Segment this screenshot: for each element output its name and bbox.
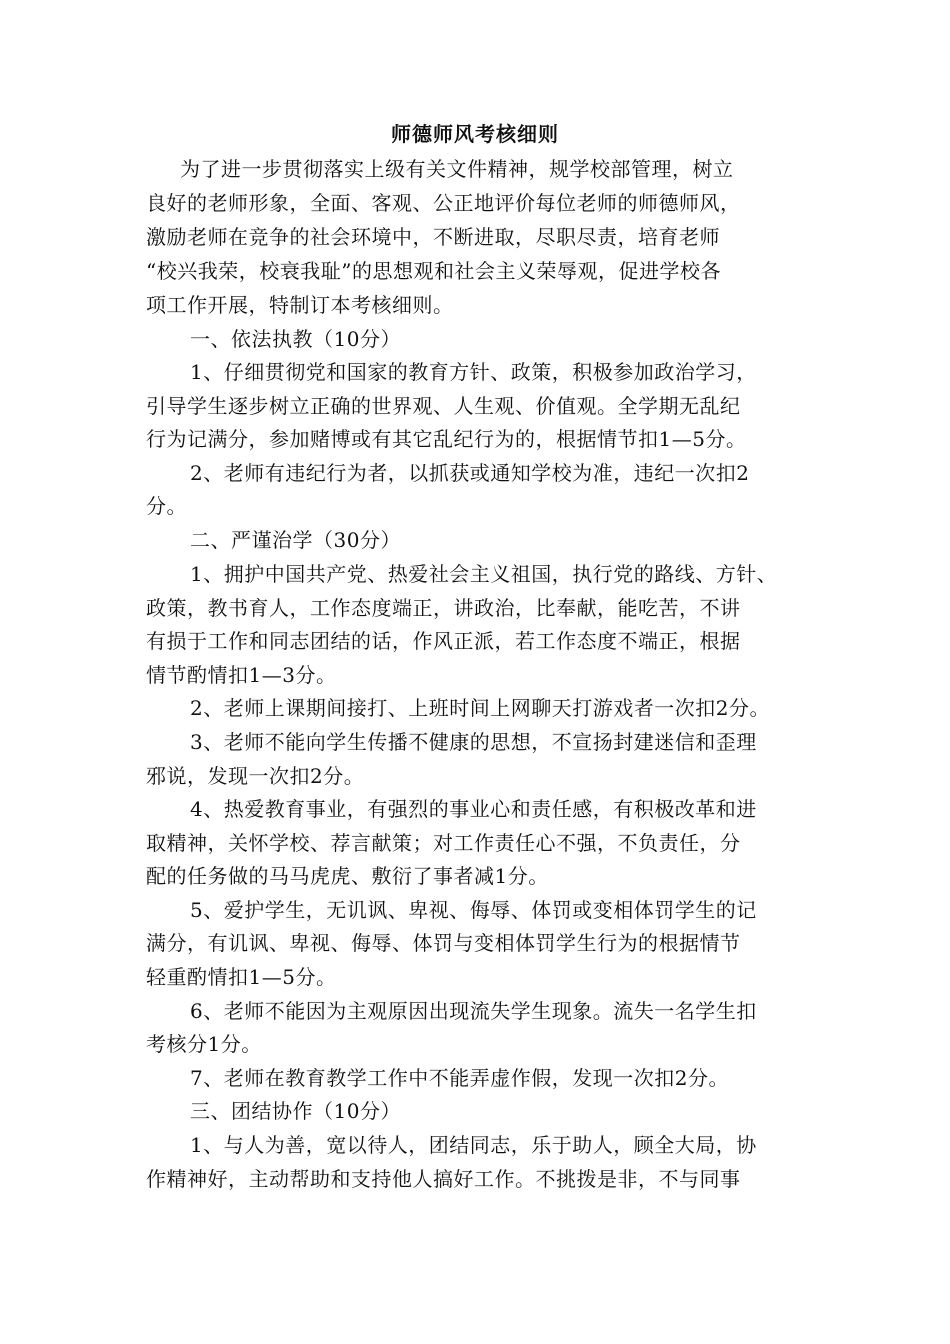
section-heading: 二、严谨治学（30分） xyxy=(190,528,401,552)
paragraph-line: 邪说，发现一次扣2分。 xyxy=(146,764,365,788)
paragraph-line: 情节酌情扣1—3分。 xyxy=(146,663,337,687)
paragraph-line: 5、爱护学生，无讥讽、卑视、侮辱、体罚或变相体罚学生的记 xyxy=(190,898,757,922)
paragraph-line: 6、老师不能因为主观原因出现流失学生现象。流失一名学生扣 xyxy=(190,999,757,1023)
section-heading: 一、依法执教（10分） xyxy=(190,327,401,351)
paragraph-line: 作精神好，主动帮助和支持他人搞好工作。不挑拨是非，不与同事 xyxy=(146,1167,741,1191)
paragraph-line: 引导学生逐步树立正确的世界观、人生观、价值观。全学期无乱纪 xyxy=(146,394,741,418)
paragraph-line: 1、仔细贯彻党和国家的教育方针、政策，积极参加政治学习， xyxy=(190,360,757,384)
paragraph-line: 2、老师有违纪行为者，以抓获或通知学校为准，违纪一次扣2 xyxy=(190,461,750,485)
paragraph-line: 配的任务做的马马虎虎、敷衍了事者减1分。 xyxy=(146,864,549,888)
paragraph-line: 为了进一步贯彻落实上级有关文件精神，规学校部管理，树立 xyxy=(180,157,734,181)
paragraph-line: 取精神，关怀学校、荐言献策；对工作责任心不强，不负责任，分 xyxy=(146,831,741,855)
paragraph-line: 政策，教书育人，工作态度端正，讲政治，比奉献，能吃苦，不讲 xyxy=(146,596,741,620)
paragraph-line: 3、老师不能向学生传播不健康的思想，不宣扬封建迷信和歪理 xyxy=(190,730,757,754)
paragraph-line: 4、热爱教育事业，有强烈的事业心和责任感，有积极改革和进 xyxy=(190,797,757,821)
document-title: 师德师风考核细则 xyxy=(391,122,559,146)
paragraph-line: 激励老师在竞争的社会环境中，不断进取，尽职尽责，培育老师 xyxy=(146,225,720,249)
paragraph-line: 1、拥护中国共产党、热爱社会主义祖国，执行党的路线、方针、 xyxy=(190,562,778,586)
section-heading: 三、团结协作（10分） xyxy=(190,1099,401,1123)
paragraph-line: 分。 xyxy=(146,494,187,518)
paragraph-line: 项工作开展，特制订本考核细则。 xyxy=(146,293,454,317)
paragraph-line: 行为记满分，参加赌博或有其它乱纪行为的，根据情节扣1—5分。 xyxy=(146,427,747,451)
paragraph-line: 满分，有讥讽、卑视、侮辱、体罚与变相体罚学生行为的根据情节 xyxy=(146,931,741,955)
paragraph-line: 有损于工作和同志团结的话，作风正派，若工作态度不端正，根据 xyxy=(146,629,741,653)
paragraph-line: 轻重酌情扣1—5分。 xyxy=(146,965,337,989)
paragraph-line: 考核分1分。 xyxy=(146,1032,262,1056)
paragraph-line: 2、老师上课期间接打、上班时间上网聊天打游戏者一次扣2分。 xyxy=(190,696,770,720)
paragraph-line: “校兴我荣，校衰我耻”的思想观和社会主义荣辱观，促进学校各 xyxy=(146,259,721,283)
paragraph-line: 良好的老师形象，全面、客观、公正地评价每位老师的师德师风， xyxy=(146,191,741,215)
paragraph-line: 1、与人为善，宽以待人，团结同志，乐于助人，顾全大局，协 xyxy=(190,1133,757,1157)
paragraph-line: 7、老师在教育教学工作中不能弄虚作假，发现一次扣2分。 xyxy=(190,1066,729,1090)
